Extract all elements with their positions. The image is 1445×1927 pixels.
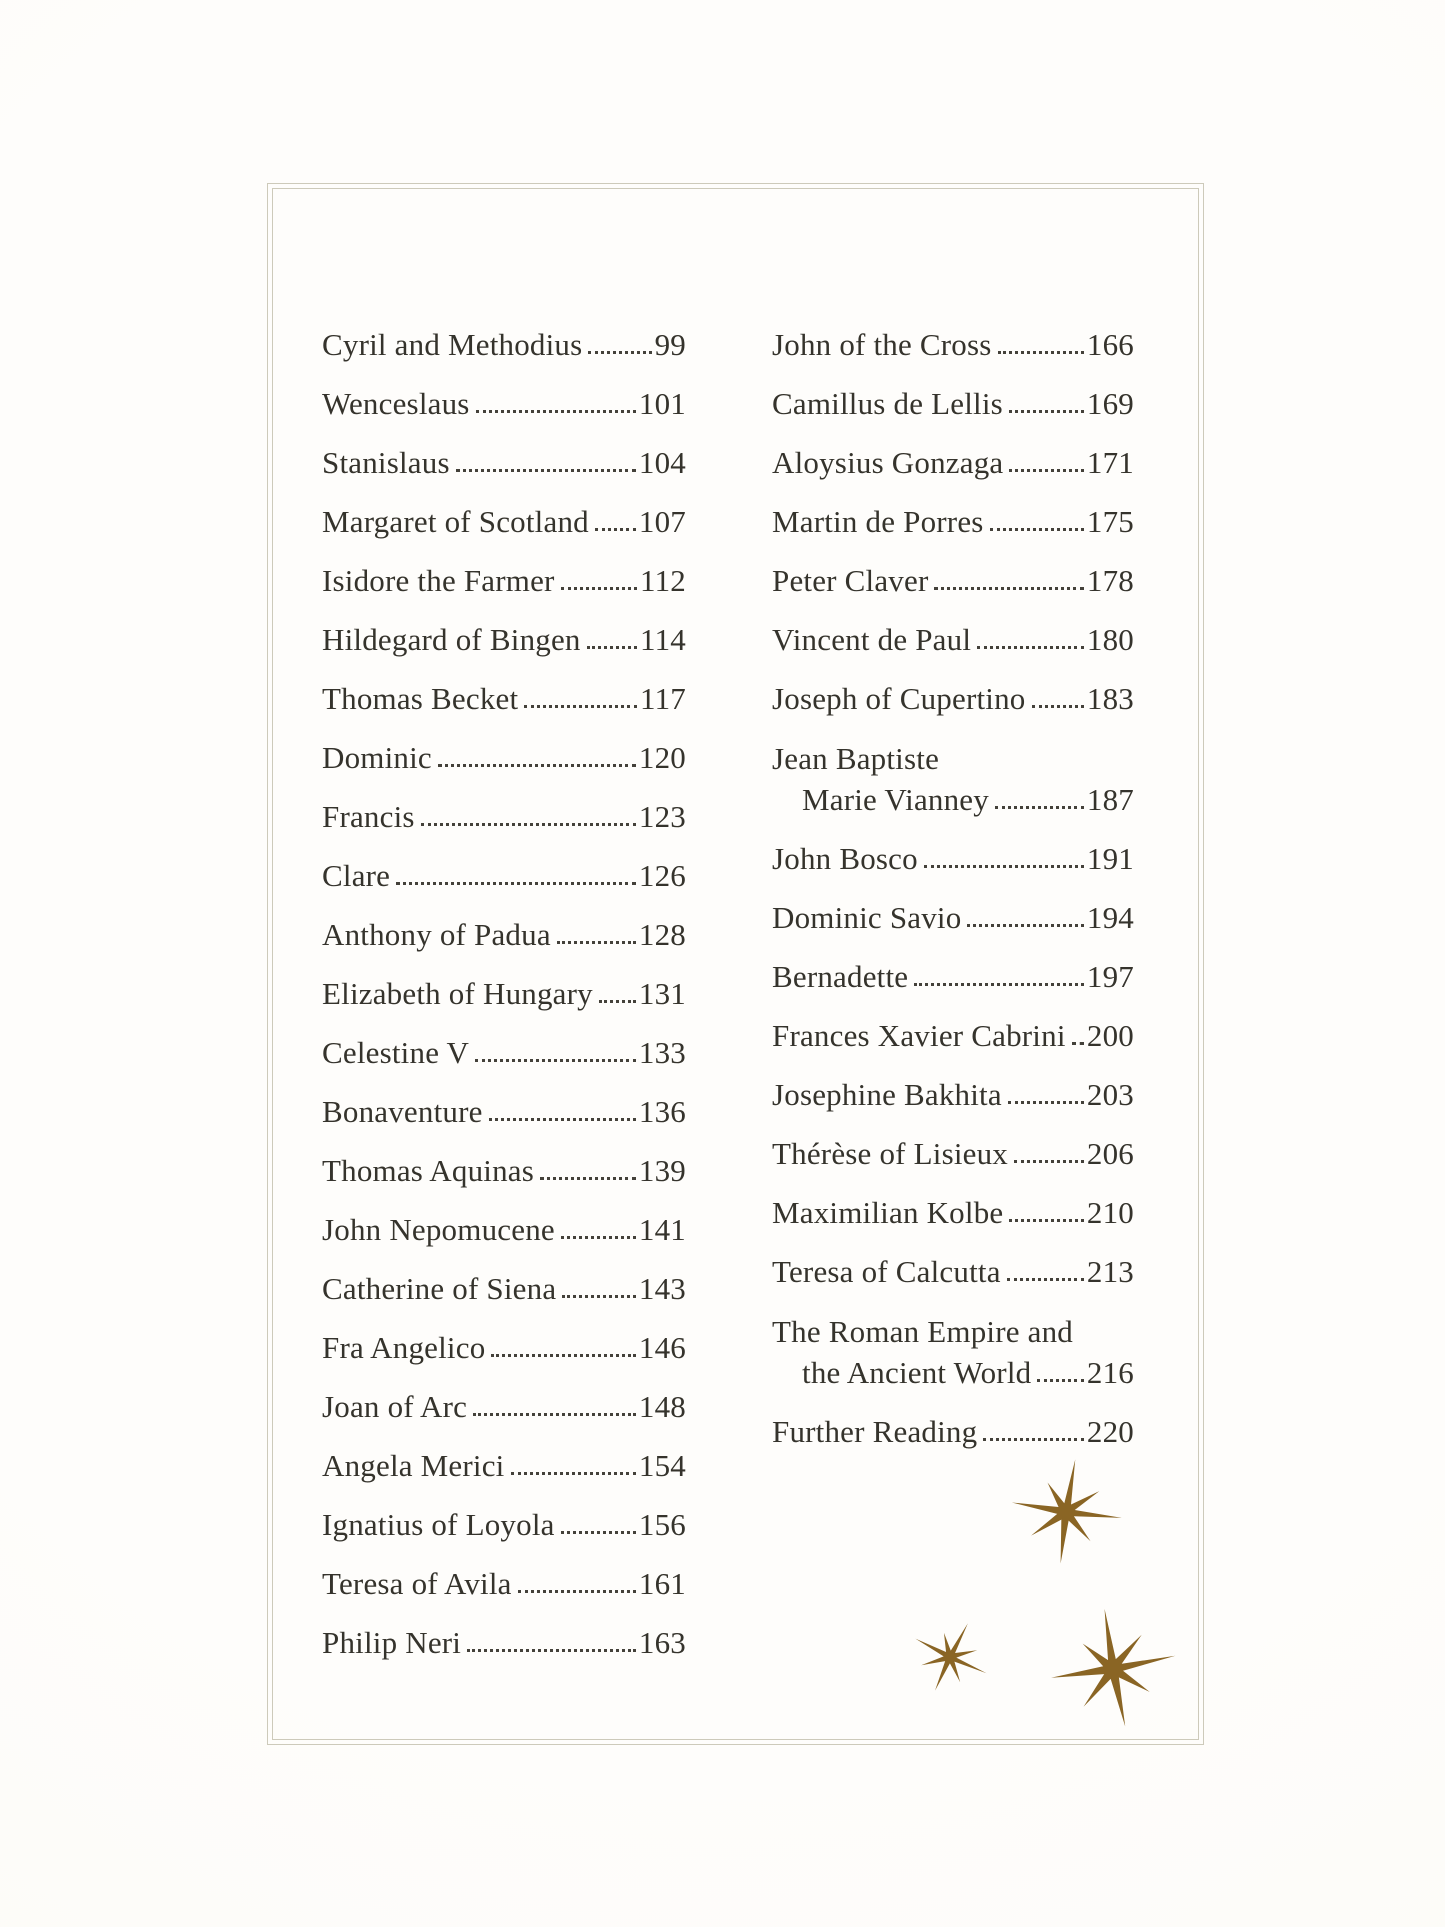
toc-entry-title-line2: the Ancient World bbox=[802, 1355, 1032, 1390]
toc-column-right bbox=[772, 301, 1134, 1447]
toc-entry-page-number: 143 bbox=[638, 1271, 686, 1306]
toc-entry-title: Joan of Arc bbox=[322, 1389, 468, 1424]
dot-leader bbox=[967, 924, 1083, 927]
toc-entry bbox=[322, 950, 686, 1009]
dot-leader bbox=[595, 528, 636, 531]
toc-entry bbox=[322, 1186, 686, 1245]
toc-entry-page-number: 126 bbox=[638, 858, 686, 893]
dot-leader bbox=[489, 1118, 636, 1121]
toc-entry-title: John of the Cross bbox=[772, 327, 992, 362]
toc-entry-page-number: 117 bbox=[640, 681, 686, 716]
starburst-icon bbox=[999, 1445, 1132, 1578]
toc-entry bbox=[322, 891, 686, 950]
toc-entry bbox=[772, 1228, 1134, 1287]
toc-entry-page-number: 180 bbox=[1086, 622, 1134, 657]
toc-entry-page-number: 183 bbox=[1086, 681, 1134, 716]
toc-entry-page-number: 133 bbox=[638, 1035, 686, 1070]
toc-entry bbox=[322, 1127, 686, 1186]
toc-entry-title: Elizabeth of Hungary bbox=[322, 976, 593, 1011]
dot-leader bbox=[1014, 1160, 1084, 1163]
toc-entry-page-number: 120 bbox=[638, 740, 686, 775]
dot-leader bbox=[983, 1438, 1084, 1441]
dot-leader bbox=[561, 1531, 636, 1534]
dot-leader bbox=[524, 705, 637, 708]
toc-entry bbox=[772, 360, 1134, 419]
toc-entry-title: Cyril and Methodius bbox=[322, 327, 583, 362]
toc-entry-title: Angela Merici bbox=[322, 1448, 505, 1483]
dot-leader bbox=[934, 587, 1083, 590]
toc-entry-page-number: 175 bbox=[1086, 504, 1134, 539]
toc-entry bbox=[322, 1009, 686, 1068]
dot-leader bbox=[587, 646, 637, 649]
toc-entry bbox=[772, 874, 1134, 933]
toc-entry-title: Dominic bbox=[322, 740, 432, 775]
toc-entry-page-number: 161 bbox=[638, 1566, 686, 1601]
toc-entry-page-number: 128 bbox=[638, 917, 686, 952]
toc-entry bbox=[772, 933, 1134, 992]
dot-leader bbox=[995, 806, 1084, 809]
toc-entry-title: Camillus de Lellis bbox=[772, 386, 1003, 421]
toc-entry-title: Thérèse of Lisieux bbox=[772, 1136, 1009, 1171]
dot-leader bbox=[467, 1649, 636, 1652]
dot-leader bbox=[924, 865, 1084, 868]
toc-entry-page-number: 171 bbox=[1086, 445, 1134, 480]
dot-leader bbox=[1009, 469, 1084, 472]
toc-entry bbox=[322, 832, 686, 891]
dot-leader bbox=[557, 941, 636, 944]
toc-entry-title: Wenceslaus bbox=[322, 386, 470, 421]
toc-entry bbox=[322, 1245, 686, 1304]
dot-leader bbox=[1008, 1101, 1084, 1104]
toc-entry-page-number: 123 bbox=[638, 799, 686, 834]
dot-leader bbox=[990, 528, 1084, 531]
toc-entry bbox=[322, 1068, 686, 1127]
dot-leader bbox=[511, 1472, 636, 1475]
dot-leader bbox=[518, 1590, 636, 1593]
dot-leader bbox=[475, 1059, 636, 1062]
toc-entry-page-number: 99 bbox=[654, 327, 686, 362]
toc-entry-title: The Roman Empire and bbox=[772, 1314, 1073, 1349]
toc-entry bbox=[772, 714, 1134, 815]
dot-leader bbox=[914, 983, 1084, 986]
dot-leader bbox=[998, 351, 1084, 354]
toc-entry-title: Philip Neri bbox=[322, 1625, 462, 1660]
toc-entry bbox=[322, 1599, 686, 1658]
toc-entry-title: Further Reading bbox=[772, 1414, 978, 1449]
toc-entry-title: Francis bbox=[322, 799, 415, 834]
toc-entry-title: Margaret of Scotland bbox=[322, 504, 589, 539]
toc-entry-title: Josephine Bakhita bbox=[772, 1077, 1002, 1112]
toc-entry bbox=[322, 655, 686, 714]
toc-entry-page-number: 131 bbox=[638, 976, 686, 1011]
toc-entry bbox=[322, 360, 686, 419]
toc-entry bbox=[772, 992, 1134, 1051]
toc-entry-page-number: 191 bbox=[1086, 841, 1134, 876]
toc-entry bbox=[322, 301, 686, 360]
dot-leader bbox=[421, 823, 636, 826]
dot-leader bbox=[1007, 1278, 1084, 1281]
dot-leader bbox=[599, 1000, 636, 1003]
toc-entry-title: Aloysius Gonzaga bbox=[772, 445, 1004, 480]
dot-leader bbox=[473, 1413, 636, 1416]
toc-entry-page-number: 146 bbox=[638, 1330, 686, 1365]
toc-entry bbox=[772, 478, 1134, 537]
dot-leader bbox=[561, 1236, 636, 1239]
toc-entry-title: Dominic Savio bbox=[772, 900, 962, 935]
toc-entry bbox=[772, 815, 1134, 874]
toc-entry-page-number: 197 bbox=[1086, 959, 1134, 994]
toc-entry bbox=[772, 301, 1134, 360]
dot-leader bbox=[977, 646, 1084, 649]
toc-entry bbox=[322, 478, 686, 537]
toc-entry-title: Teresa of Avila bbox=[322, 1566, 512, 1601]
toc-entry-title: Maximilian Kolbe bbox=[772, 1195, 1004, 1230]
toc-entry bbox=[322, 714, 686, 773]
toc-entry-page-number: 213 bbox=[1086, 1254, 1134, 1289]
toc-entry-title: Celestine V bbox=[322, 1035, 470, 1070]
toc-entry-page-number: 154 bbox=[638, 1448, 686, 1483]
toc-entry bbox=[322, 1304, 686, 1363]
toc-entry bbox=[772, 1169, 1134, 1228]
toc-entry-page-number: 220 bbox=[1086, 1414, 1134, 1449]
toc-entry bbox=[322, 1481, 686, 1540]
toc-entry-title: Bernadette bbox=[772, 959, 909, 994]
toc-entry bbox=[772, 1051, 1134, 1110]
toc-entry-page-number: 166 bbox=[1086, 327, 1134, 362]
toc-entry-page-number: 156 bbox=[638, 1507, 686, 1542]
toc-entry-page-number: 203 bbox=[1086, 1077, 1134, 1112]
toc-column-left bbox=[322, 301, 686, 1658]
toc-entry-title: Jean Baptiste bbox=[772, 741, 940, 776]
toc-entry bbox=[322, 773, 686, 832]
toc-entry bbox=[322, 537, 686, 596]
toc-entry-page-number: 169 bbox=[1086, 386, 1134, 421]
toc-entry-title: Martin de Porres bbox=[772, 504, 984, 539]
toc-entry-page-number: 178 bbox=[1086, 563, 1134, 598]
toc-entry-page-number: 107 bbox=[638, 504, 686, 539]
toc-entry bbox=[772, 1287, 1134, 1388]
toc-entry-title: Ignatius of Loyola bbox=[322, 1507, 555, 1542]
toc-entry-page-number: 114 bbox=[640, 622, 686, 657]
toc-entry-page-number: 101 bbox=[638, 386, 686, 421]
dot-leader bbox=[588, 351, 651, 354]
toc-entry-title: Thomas Becket bbox=[322, 681, 519, 716]
toc-entry bbox=[772, 419, 1134, 478]
toc-entry-title: Isidore the Farmer bbox=[322, 563, 555, 598]
toc-entry-title: Fra Angelico bbox=[322, 1330, 486, 1365]
toc-entry-page-number: 187 bbox=[1086, 782, 1134, 817]
toc-entry bbox=[772, 596, 1134, 655]
toc-entry-title: Frances Xavier Cabrini bbox=[772, 1018, 1066, 1053]
toc-entry-page-number: 148 bbox=[638, 1389, 686, 1424]
dot-leader bbox=[562, 1295, 636, 1298]
toc-entry-page-number: 200 bbox=[1086, 1018, 1134, 1053]
toc-entry-page-number: 194 bbox=[1086, 900, 1134, 935]
dot-leader bbox=[438, 764, 636, 767]
toc-entry-title: Bonaventure bbox=[322, 1094, 483, 1129]
toc-entry-page-number: 210 bbox=[1086, 1195, 1134, 1230]
toc-entry-title-line2: Marie Vianney bbox=[802, 782, 989, 817]
dot-leader bbox=[1037, 1379, 1084, 1382]
toc-entry-title: Teresa of Calcutta bbox=[772, 1254, 1001, 1289]
toc-entry-title: John Nepomucene bbox=[322, 1212, 555, 1247]
toc-entry-page-number: 104 bbox=[638, 445, 686, 480]
toc-entry-page-number: 216 bbox=[1086, 1355, 1134, 1390]
dot-leader bbox=[540, 1177, 636, 1180]
toc-entry-page-number: 141 bbox=[638, 1212, 686, 1247]
toc-entry-title: John Bosco bbox=[772, 841, 918, 876]
toc-entry bbox=[322, 419, 686, 478]
toc-entry-title: Stanislaus bbox=[322, 445, 450, 480]
toc-entry-page-number: 136 bbox=[638, 1094, 686, 1129]
dot-leader bbox=[1009, 410, 1084, 413]
toc-entry-title: Catherine of Siena bbox=[322, 1271, 557, 1306]
dot-leader bbox=[396, 882, 636, 885]
dot-leader bbox=[1009, 1219, 1084, 1222]
toc-entry-page-number: 112 bbox=[640, 563, 686, 598]
toc-entry-title: Clare bbox=[322, 858, 391, 893]
dot-leader bbox=[1032, 705, 1084, 708]
toc-entry-title: Anthony of Padua bbox=[322, 917, 551, 952]
toc-entry bbox=[322, 596, 686, 655]
dot-leader bbox=[476, 410, 636, 413]
dot-leader bbox=[561, 587, 637, 590]
toc-entry-page-number: 206 bbox=[1086, 1136, 1134, 1171]
toc-entry-title: Vincent de Paul bbox=[772, 622, 972, 657]
toc-entry-page-number: 139 bbox=[638, 1153, 686, 1188]
toc-entry bbox=[772, 1110, 1134, 1169]
starburst-icon bbox=[1035, 1591, 1190, 1746]
toc-entry-title: Joseph of Cupertino bbox=[772, 681, 1026, 716]
toc-entry-page-number: 163 bbox=[638, 1625, 686, 1660]
toc-entry bbox=[322, 1540, 686, 1599]
toc-entry bbox=[322, 1363, 686, 1422]
toc-entry bbox=[322, 1422, 686, 1481]
toc-entry-title: Thomas Aquinas bbox=[322, 1153, 535, 1188]
toc-entry bbox=[772, 655, 1134, 714]
dot-leader bbox=[1072, 1042, 1084, 1045]
toc-entry bbox=[772, 537, 1134, 596]
dot-leader bbox=[491, 1354, 635, 1357]
dot-leader bbox=[456, 469, 636, 472]
toc-entry bbox=[772, 1388, 1134, 1447]
toc-entry-title: Peter Claver bbox=[772, 563, 929, 598]
toc-entry-title: Hildegard of Bingen bbox=[322, 622, 581, 657]
